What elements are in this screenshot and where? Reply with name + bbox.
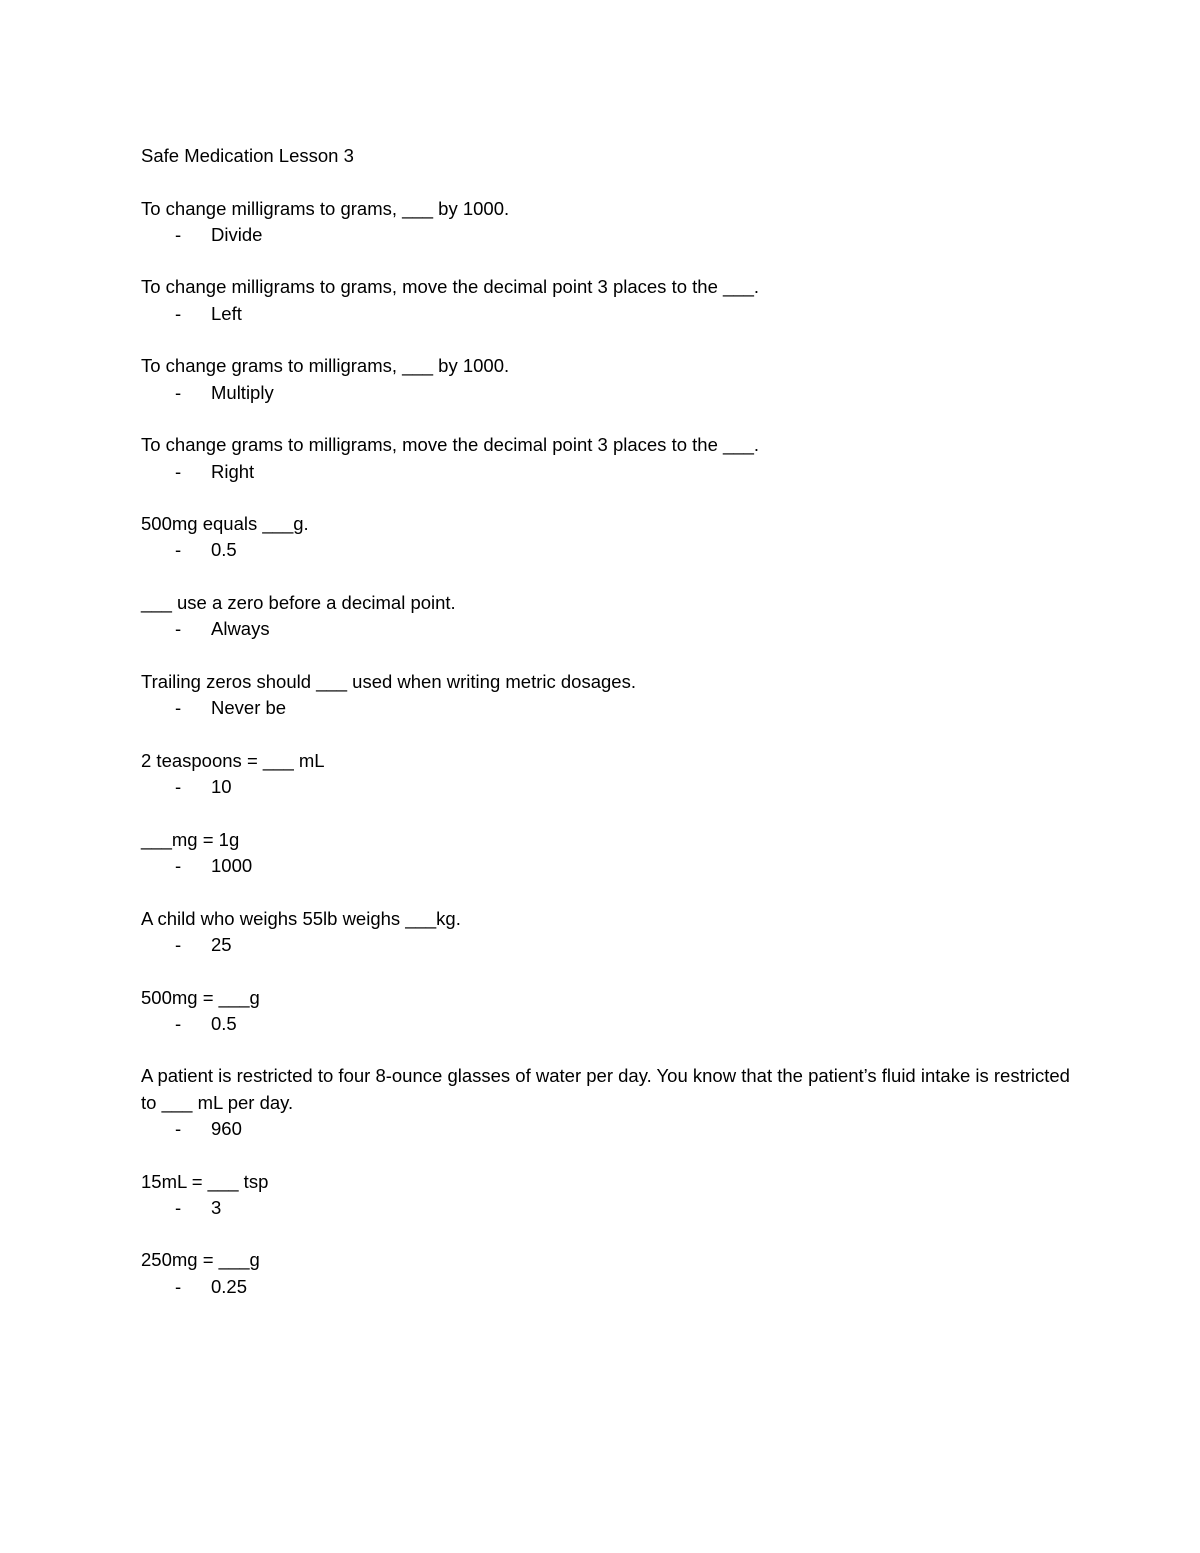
answer-text: 25: [211, 933, 232, 955]
qa-item: [141, 1169, 1071, 1222]
question-text: A patient is restricted to four 8-ounce glasses of water per day. You know that the patient’s fluid intake is restricted to ___ mL per day.: [141, 1065, 1070, 1113]
answer-line: [141, 537, 1071, 563]
question-text: To change grams to milligrams, move the decimal point 3 places to the ___.: [141, 434, 760, 456]
answer-line: [141, 1011, 1071, 1037]
answer-text: 0.5: [211, 1012, 237, 1034]
answer-line: [141, 616, 1071, 642]
question-text: Trailing zeros should ___ used when writing metric dosages.: [141, 670, 636, 692]
bullet-dash: -: [175, 223, 182, 245]
question-text: To change milligrams to grams, ___ by 1000.: [141, 197, 510, 219]
qa-item: [141, 1063, 1071, 1142]
qa-item: [141, 748, 1071, 801]
bullet-dash: -: [175, 381, 182, 403]
question-text: ___mg = 1g: [141, 828, 240, 850]
bullet-dash: -: [175, 855, 182, 877]
answer-line: [141, 1274, 1071, 1300]
answer-text: Left: [211, 302, 242, 324]
question-text: ___ use a zero before a decimal point.: [141, 592, 456, 614]
question-text: To change milligrams to grams, move the decimal point 3 places to the ___.: [141, 276, 760, 298]
qa-item: [141, 827, 1071, 880]
bullet-dash: -: [175, 1275, 182, 1297]
answer-line: [141, 774, 1071, 800]
bullet-dash: -: [175, 697, 182, 719]
qa-item: [141, 432, 1071, 485]
bullet-dash: -: [175, 933, 182, 955]
bullet-dash: -: [175, 1196, 182, 1218]
answer-line: [141, 1116, 1071, 1142]
question-text: 2 teaspoons = ___ mL: [141, 749, 325, 771]
answer-text: 1000: [211, 855, 253, 877]
answer-text: Never be: [211, 697, 287, 719]
answer-line: [141, 853, 1071, 879]
bullet-dash: -: [175, 460, 182, 482]
answer-text: 0.5: [211, 539, 237, 561]
answer-text: 0.25: [211, 1275, 248, 1297]
qa-item: [141, 196, 1071, 249]
qa-item: [141, 906, 1071, 959]
answer-line: [141, 1195, 1071, 1221]
answer-text: 960: [211, 1117, 242, 1139]
qa-item: [141, 511, 1071, 564]
answer-text: Always: [211, 618, 270, 640]
bullet-dash: -: [175, 302, 182, 324]
bullet-dash: -: [175, 1012, 182, 1034]
bullet-dash: -: [175, 1117, 182, 1139]
question-text: 250mg = ___g: [141, 1249, 260, 1271]
answer-line: [141, 222, 1071, 248]
answer-line: [141, 301, 1071, 327]
answer-text: 3: [211, 1196, 222, 1218]
answer-text: Divide: [211, 223, 263, 245]
qa-item: [141, 669, 1071, 722]
qa-item: [141, 353, 1071, 406]
qa-item: [141, 985, 1071, 1038]
bullet-dash: -: [175, 618, 182, 640]
bullet-dash: -: [175, 776, 182, 798]
question-text: 500mg = ___g: [141, 986, 260, 1008]
answer-text: 10: [211, 776, 232, 798]
answer-line: [141, 380, 1071, 406]
bullet-dash: -: [175, 539, 182, 561]
question-text: 15mL = ___ tsp: [141, 1170, 269, 1192]
document-page: [141, 143, 1071, 1326]
question-text: To change grams to milligrams, ___ by 1000.: [141, 355, 510, 377]
answer-line: [141, 695, 1071, 721]
question-text: 500mg equals ___g.: [141, 513, 309, 535]
answer-text: Multiply: [211, 381, 274, 403]
answer-line: [141, 459, 1071, 485]
qa-item: [141, 274, 1071, 327]
qa-item: [141, 590, 1071, 643]
answer-line: [141, 932, 1071, 958]
qa-item: [141, 1247, 1071, 1300]
document-title: Safe Medication Lesson 3: [141, 145, 354, 166]
question-text: A child who weighs 55lb weighs ___kg.: [141, 907, 461, 929]
answer-text: Right: [211, 460, 255, 482]
